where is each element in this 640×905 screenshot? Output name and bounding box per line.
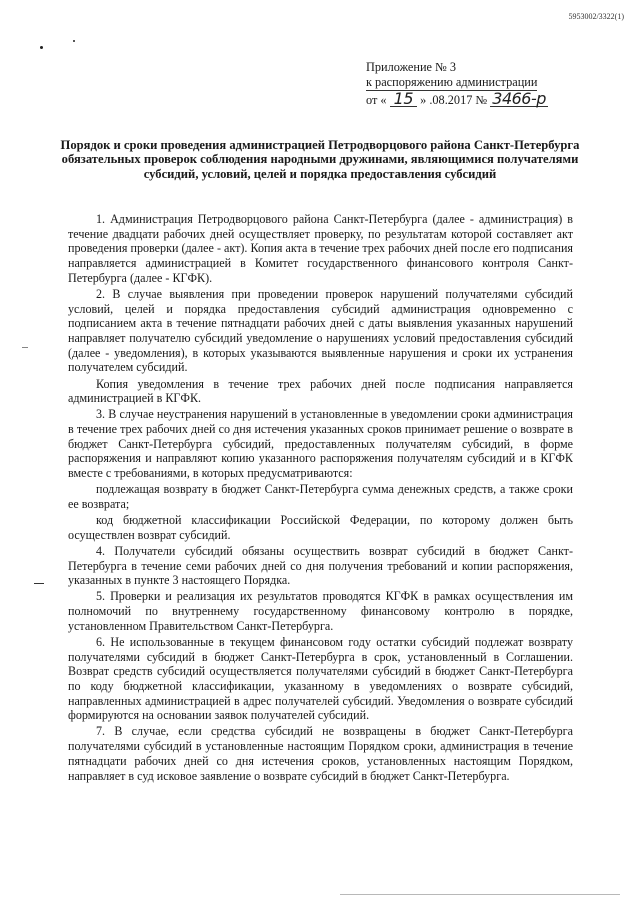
appendix-subtitle-text: к распоряжению администрации <box>366 75 538 89</box>
document-title: Порядок и сроки проведения администрацией Петродворцового района Санкт-Петербурга обязательных проверок соблюдения народными дружинами, являющимися получателями субсидий, условий, целей и порядка предоставления субсидий <box>60 138 580 181</box>
document-id: 5953002/3322(1) <box>568 12 624 21</box>
document-body <box>68 212 573 785</box>
paragraph: Копия уведомления в течение трех рабочих дней после подписания направляется администрацией в КГФК. <box>68 376 573 406</box>
paragraph: 6. Не использованные в текущем финансовом году остатки субсидий подлежат возврату получателями субсидий в бюджет Санкт-Петербурга в срок, установленный в Соглашении. Возврат средств субсидий осуществляется получателями субсидий в бюджет Санкт-Петербурга по коду бюджетной классификации, указанному в уведомлениях о возврате субсидий, направленных администрацией в адрес получателей субсидий. Уведомления о возврате субсидий формируются на основании заявок получателей субсидий. <box>68 634 573 723</box>
margin-mark <box>34 583 44 584</box>
appendix-title: Приложение № 3 <box>366 60 457 74</box>
paragraph: подлежащая возврату в бюджет Санкт-Петербурга сумма денежных средств, а также сроки ее возврата; <box>68 482 573 511</box>
document-number-handwritten: 3466-р <box>492 89 546 108</box>
paragraph: 4. Получатели субсидий обязаны осуществить возврат субсидий в бюджет Санкт-Петербурга в течение семи рабочих дней со дня получения требований и копии распоряжения, указанных в пункте 3 настоящего Порядка. <box>68 543 573 588</box>
paragraph: 1. Администрация Петродворцового района Санкт-Петербурга (далее - администрация) в течение двадцати рабочих дней осуществляет проверку, по результатам которой составляет акт проведения проверки (далее - акт). Копия акта в течение трех рабочих дней после его подписания направляется администрацией в Комитет государственного финансового контроля Санкт-Петербурга (далее - КГФК). <box>68 212 573 285</box>
appendix-date-line <box>366 91 636 108</box>
appendix-block <box>366 60 636 108</box>
scan-speck <box>73 40 75 42</box>
paragraph: 5. Проверки и реализация их результатов проводятся КГФК в рамках осуществления им полномочий по внутреннему государственному финансовому контролю в порядке, установленном Правительством Санкт-Петербурга. <box>68 589 573 633</box>
margin-mark <box>22 347 28 348</box>
paragraph: 7. В случае, если средства субсидий не возвращены в бюджет Санкт-Петербурга получателями субсидий в установленные настоящим Порядком сроки, администрация в течение пятнадцати рабочих дней со дня истечения сроков, установленных настоящим Порядком, направляет в суд исковое заявление о возврате субсидий в бюджет Санкт-Петербурга. <box>68 724 573 783</box>
scan-speck <box>40 46 43 49</box>
date-prefix: от « <box>366 93 387 107</box>
date-suffix: » .08.2017 № <box>420 93 488 107</box>
paragraph: 3. В случае неустранения нарушений в установленные в уведомлении сроки администрация в течение трех рабочих дней со дня истечения указанных сроков принимает решение о возврате в бюджет Санкт-Петербурга субсидий, предоставленных получателям субсидий, в форме распоряжения и направляют копию указанного распоряжения получателям субсидий и в КГФК вместе с требованиями, в которых предусматриваются: <box>68 407 573 481</box>
bottom-scan-line <box>340 894 620 895</box>
paragraph: 2. В случае выявления при проведении проверок нарушений получателями субсидий условий, целей и порядка предоставления субсидий администрация одновременно с подписанием акта в течение пятнадцати рабочих дней с даты выявления указанных нарушений направляет получателю субсидий уведомление о нарушениях условий предоставления субсидий (далее - уведомления), в которых указываются выявленные нарушения и сроки их устранения получателем субсидий. <box>68 286 573 375</box>
paragraph: код бюджетной классификации Российской Федерации, по которому должен быть осуществлен возврат субсидий. <box>68 513 573 542</box>
date-day-handwritten: 15 <box>390 91 417 107</box>
